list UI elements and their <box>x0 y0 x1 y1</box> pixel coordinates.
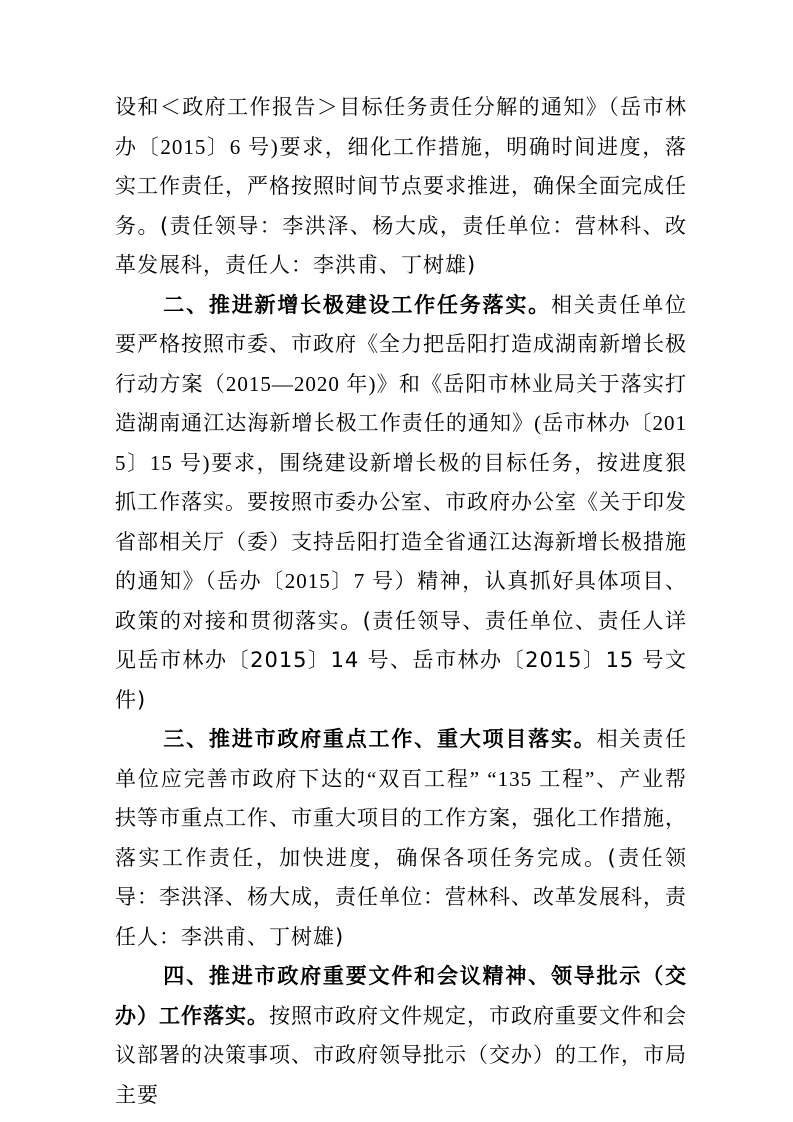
responsibility-note: (责任领导、责任单位、责任人详见岳市林办〔2015〕14 号、岳市林办〔2015〕15 号文件) <box>115 608 687 712</box>
responsibility-note: (责任领导：李洪泽、杨大成，责任单位：营林科、改革发展科，责任人：李洪甫、丁树雄) <box>115 845 687 949</box>
body-text: 相关责任单位要严格按照市委、市政府《全力把岳阳打造成湖南新增长极行动方案（2015—2020 年)》和《岳阳市林业局关于落实打造湖南通江达海新增长极工作责任的通知》(岳市林办〔2015〕15 号)要求，围绕建设新增长极的目标任务，按进度狠抓工作落实。要按照市委办公室、市政府办公室《关于印发省部相关厅（委）支持岳阳打造全省通江达海新增长极措施的通知》（岳办〔2015〕7 号）精神，认真抓好具体项目、政策的对接和贯彻落实。 <box>115 292 688 633</box>
section-heading: 四、推进市政府重要文件和会议精神、领导批示（交办）工作落实。 <box>115 964 687 1028</box>
responsibility-note: (责任领导：李洪泽、杨大成，责任单位：营林科、改革发展科，责任人：李洪甫、丁树雄) <box>115 213 687 277</box>
paragraph <box>115 957 687 1115</box>
body-text: 按照市政府文件规定，市政府重要文件和会议部署的决策事项、市政府领导批示（交办）的工作，市局主要 <box>115 1003 687 1107</box>
paragraph <box>115 286 687 721</box>
document-body <box>115 88 687 1115</box>
body-text: 设和＜政府工作报告＞目标任务责任分解的通知》（岳市林办〔2015〕6 号)要求，细化工作措施，明确时间进度，落实工作责任，严格按照时间节点要求推进，确保全面完成任务。 <box>115 95 687 238</box>
paragraph <box>115 720 687 957</box>
paragraph <box>115 88 687 286</box>
body-text: 相关责任单位应完善市政府下达的“双百工程” “135 工程”、产业帮扶等市重点工作、市重大项目的工作方案，强化工作措施，落实工作责任，加快进度，确保各项任务完成。 <box>115 727 688 870</box>
section-heading: 三、推进市政府重点工作、重大项目落实。 <box>163 727 597 751</box>
section-heading: 二、推进新增长极建设工作任务落实。 <box>163 292 551 317</box>
